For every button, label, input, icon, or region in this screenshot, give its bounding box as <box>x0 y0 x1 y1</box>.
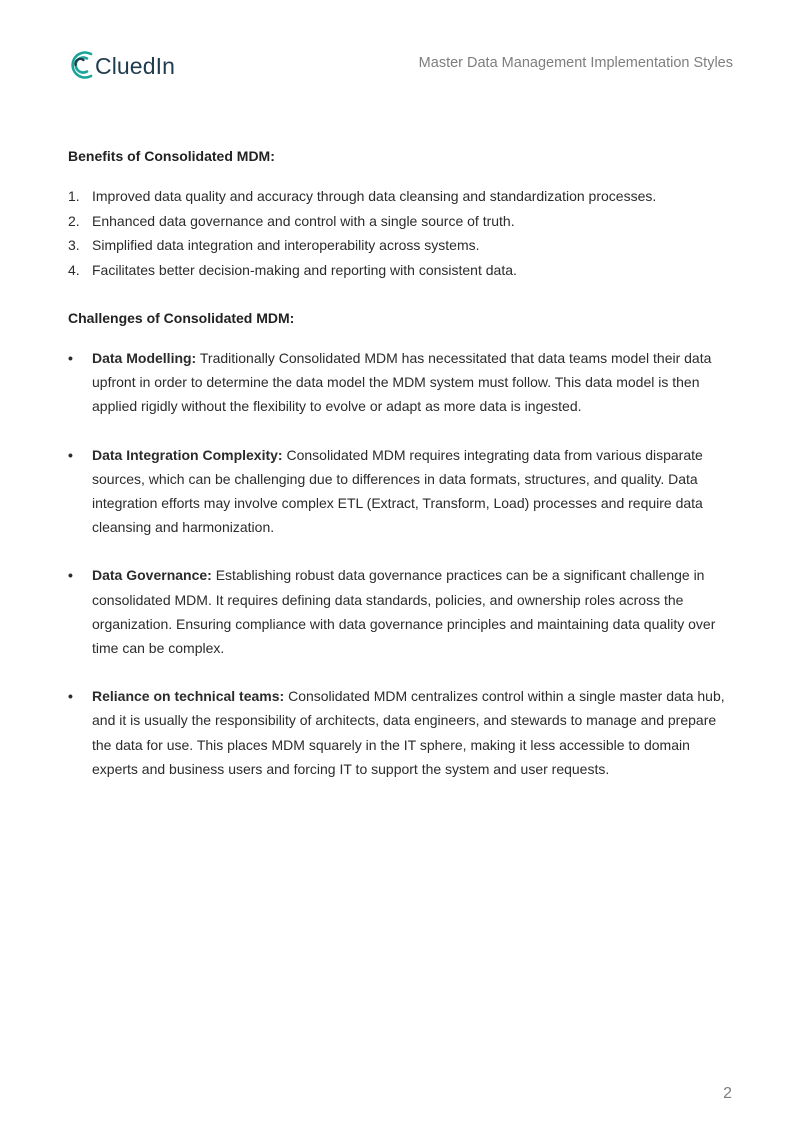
bullet: • <box>68 567 73 584</box>
challenge-term: Data Integration Complexity: <box>92 446 283 463</box>
challenge-text: Establishing robust data governance practices can be a significant challenge in consolidated MDM. It requires defining data standards, policies, and ownership roles across the organization. Ensuring compliance with data governance principles and maintaining data quality over time can be complex. <box>92 567 716 657</box>
challenge-text: Consolidated MDM centralizes control within a single master data hub, and it is usually the responsibility of architects, data engineers, and stewards to manage and prepare the data for use. This places MDM squarely in the IT sphere, making it less accessible to domain experts and business users and forcing IT to support the system and user requests. <box>92 688 725 777</box>
page-number: 2 <box>723 1085 732 1102</box>
list-number: 1. <box>68 188 80 204</box>
benefits-list <box>68 184 732 282</box>
bullet: • <box>68 688 73 705</box>
challenge-term: Data Modelling: <box>92 350 197 366</box>
logo-wordmark: CluedIn <box>95 52 175 79</box>
challenge-term: Data Governance: <box>92 567 212 584</box>
challenge-term: Reliance on technical teams: <box>92 688 285 705</box>
list-item-text: Enhanced data governance and control with a single source of truth. <box>92 212 515 229</box>
list-item-text: Simplified data integration and interoperability across systems. <box>92 237 480 253</box>
list-item <box>68 258 732 283</box>
list-number: 4. <box>68 261 80 278</box>
challenges-list <box>68 346 732 781</box>
cluedin-logo <box>66 48 175 82</box>
list-item <box>68 684 732 781</box>
list-item-text: Improved data quality and accuracy through data cleansing and standardization processes. <box>92 188 657 204</box>
list-item <box>68 233 732 258</box>
challenges-heading: Challenges of Consolidated MDM: <box>68 310 295 326</box>
main-content <box>68 146 732 805</box>
list-number: 2. <box>68 212 80 229</box>
list-item <box>68 209 732 234</box>
challenge-text: Consolidated MDM requires integrating data from various disparate sources, which can be challenging due to differences in data formats, structures, and quality. Data integration efforts may involve complex ETL (Extract, Transform, Load) processes and require data cleansing and harmonization. <box>92 446 703 536</box>
benefits-heading: Benefits of Consolidated MDM: <box>68 148 275 164</box>
list-number: 3. <box>68 237 80 253</box>
list-item <box>68 184 732 209</box>
challenge-text: Traditionally Consolidated MDM has necessitated that data teams model their data upfront in order to determine the data model the MDM system must follow. This data model is then applied rigidly without the flexibility to evolve or adapt as more data is ingested. <box>92 350 712 415</box>
cluedin-logo-icon <box>66 48 94 82</box>
bullet: • <box>68 350 73 366</box>
list-item <box>68 563 732 660</box>
document-title: Master Data Management Implementation Styles <box>418 55 733 71</box>
list-item-text: Facilitates better decision-making and reporting with consistent data. <box>92 261 517 278</box>
bullet: • <box>68 446 73 463</box>
list-item <box>68 346 732 419</box>
list-item <box>68 443 732 540</box>
